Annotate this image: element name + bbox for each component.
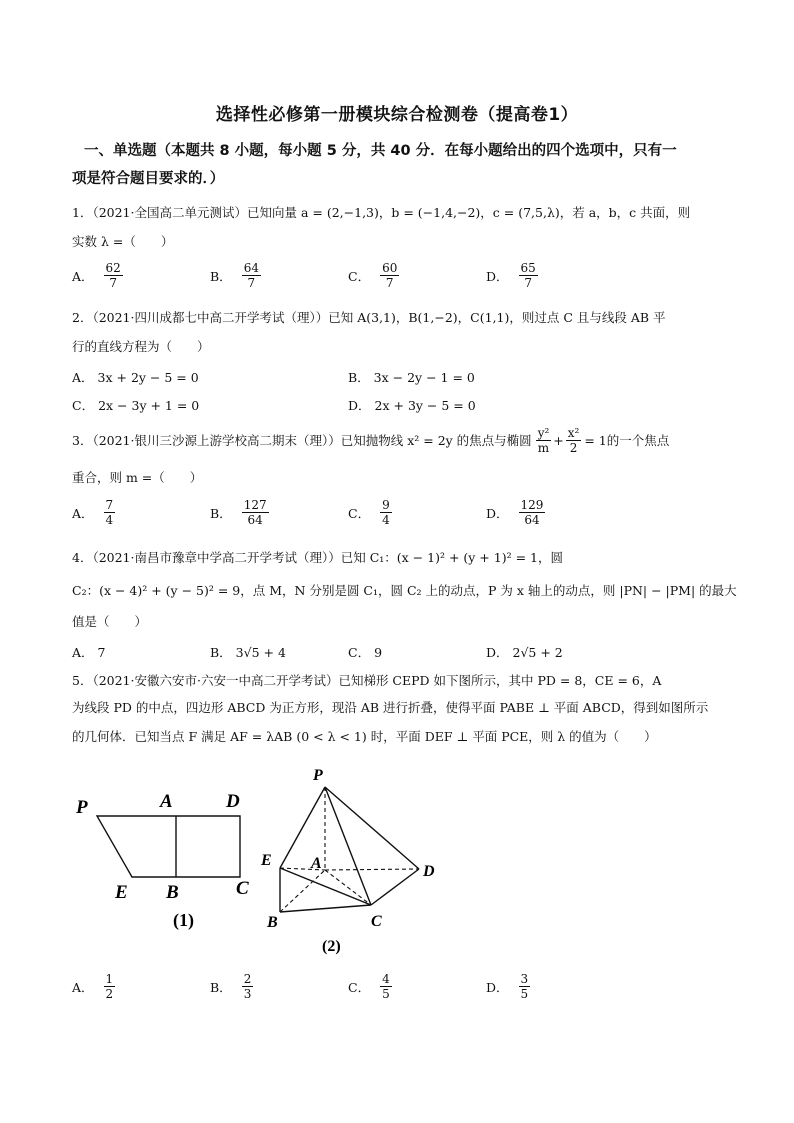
figure-1-trapezoid [70,780,270,940]
q1-option-a[interactable] [72,261,210,290]
q2-option-d[interactable] [348,396,476,414]
q1-line2: 实数 λ =（ ） [72,234,174,249]
fraction: $\frac{60}{7}$ [382,261,398,290]
option-label: D． [486,979,509,995]
option-label: A． [72,979,94,995]
edge-cd [371,869,419,905]
option-label: C． [348,645,371,660]
fraction: $\frac{1}{2}$ [105,972,114,1001]
option-label: C． [348,505,371,521]
q3-option-b[interactable] [210,498,348,527]
q5-line3: 的几何体．已知当点 F 满足 AF = λAB (0 < λ < 1) 时，平面 DEF ⊥ 平面 PCE，则 λ 的值为（ ） [72,729,657,744]
option-label: D． [486,645,509,660]
q2-line1: 2．（2021·四川成都七中高二开学考试（理））已知 A(3,1)，B(1,−2)，C(1,1)，则过点 C 且与线段 AB 平 [72,310,666,325]
fraction: $\frac{62}{7}$ [105,261,121,290]
option-text: 2x + 3y − 5 = 0 [374,398,476,413]
option-label: B． [210,268,232,284]
option-label: D． [348,398,371,413]
edge-ad-hidden [325,869,419,870]
section-header-line2: 项是符合题目要求的．） [72,171,225,187]
q2-line2: 行的直线方程为（ ） [72,339,210,354]
label-a: A [160,791,173,812]
option-text: 9 [374,645,383,660]
option-label: B． [210,979,232,995]
option-label: A． [72,505,94,521]
label-e: E [115,882,128,903]
q5-option-b[interactable] [210,972,348,1001]
q4-option-b[interactable] [210,643,286,661]
plus-sign: + [553,432,564,448]
q3-option-d[interactable] [486,498,624,527]
label-p: P [76,797,88,818]
label-p: P [313,767,323,784]
q1-option-c[interactable] [348,261,486,290]
option-text: 3x + 2y − 5 = 0 [97,370,199,385]
edge-pd [325,787,419,869]
q4-option-c[interactable] [348,643,382,661]
option-label: C． [72,398,95,413]
page-title: 选择性必修第一册模块综合检测卷（提高卷1） [215,105,579,125]
fraction: $\frac{9}{4}$ [382,498,390,527]
option-label: A． [72,645,94,660]
edge-ba-hidden [280,870,325,912]
q1-option-d[interactable] [486,261,624,290]
option-label: C． [348,268,371,284]
q5-option-d[interactable] [486,972,624,1001]
q4-line2: C₂：(x − 4)² + (y − 5)² = 9，点 M，N 分别是圆 C₁，圆 C₂ 上的动点，P 为 x 轴上的动点，则 |PN| − |PM| 的最大 [72,583,737,598]
fraction: $\frac{127}{64}$ [243,498,267,527]
q5-options [72,972,624,1001]
q1-options [72,261,624,290]
q3-options [72,498,624,527]
label-a: A [311,855,322,872]
fraction: $\frac{2}{3}$ [243,972,252,1001]
label-d: D [226,791,240,812]
q3-line1-tail: 的一个焦点 [606,432,670,448]
option-label: D． [486,505,509,521]
fraction: $\frac{4}{5}$ [382,972,390,1001]
q5-option-a[interactable] [72,972,210,1001]
option-text: 7 [97,645,106,660]
figure-1-caption: (1) [173,910,194,930]
option-label: C． [348,979,371,995]
fraction: $\frac{64}{7}$ [243,261,259,290]
q4-option-a[interactable] [72,643,105,661]
ellipse-term-y: $\frac{\text{y²}}{m}$ [537,426,550,455]
q4-line3: 值是（ ） [72,614,148,629]
fraction: $\frac{129}{64}$ [520,498,544,527]
ellipse-term-x: $\frac{\text{x²}}{2}$ [567,426,580,455]
option-text: 2x − 3y + 1 = 0 [98,398,200,413]
q3-option-a[interactable] [72,498,210,527]
q2-option-b[interactable] [348,368,475,386]
figure-2-solid [255,760,455,960]
q5-line1: 5．（2021·安徽六安市·六安一中高二开学考试）已知梯形 CEPD 如下图所示，其中 PD = 8，CE = 6，A [72,673,662,688]
label-d: D [423,863,435,880]
figure-2-caption: (2) [322,938,341,955]
q3-line1 [72,426,669,455]
q1-line1: 1．（2021·全国高二单元测试）已知向量 a = (2,−1,3)，b = (−1,4,−2)，c = (7,5,λ)，若 a，b，c 共面，则 [72,205,691,220]
option-label: D． [486,268,509,284]
option-label: B． [210,505,232,521]
fraction: $\frac{3}{5}$ [520,972,529,1001]
q5-option-c[interactable] [348,972,486,1001]
q4-option-d[interactable] [486,643,563,661]
q2-option-c[interactable] [72,396,199,414]
q1-option-b[interactable] [210,261,348,290]
option-text: 2√5 + 2 [512,645,563,660]
trapezoid-outline [97,816,240,877]
q3-option-c[interactable] [348,498,486,527]
label-e: E [261,852,272,869]
label-b: B [267,914,278,931]
section-header-line1: 一、单选题（本题共 8 小题，每小题 5 分，共 40 分．在每小题给出的四个选项中，只有一 [84,143,677,159]
label-c: C [371,913,382,930]
q2-option-a[interactable] [72,368,199,386]
edge-bc [280,905,371,912]
option-label: B． [210,645,232,660]
fraction: $\frac{65}{7}$ [520,261,536,290]
option-label: A． [72,370,94,385]
edge-ec [280,868,371,905]
equals-one: = 1 [584,432,607,448]
q4-line1: 4．（2021·南昌市豫章中学高二开学考试（理））已知 C₁：(x − 1)² + (y + 1)² = 1，圆 [72,550,563,565]
q3-line1-text: 3．（2021·银川三沙源上游学校高二期末（理））已知抛物线 x² = 2y 的焦点与椭圆 [72,432,532,448]
option-text: 3x − 2y − 1 = 0 [373,370,475,385]
option-label: B． [348,370,370,385]
label-b: B [166,882,179,903]
label-c: C [236,878,249,899]
q3-line2: 重合，则 m =（ ） [72,470,203,485]
option-text: 3√5 + 4 [235,645,286,660]
q5-line2: 为线段 PD 的中点，四边形 ABCD 为正方形，现沿 AB 进行折叠，使得平面 PABE ⊥ 平面 ABCD，得到如图所示 [72,700,709,715]
fraction: $\frac{7}{4}$ [105,498,114,527]
option-label: A． [72,268,94,284]
